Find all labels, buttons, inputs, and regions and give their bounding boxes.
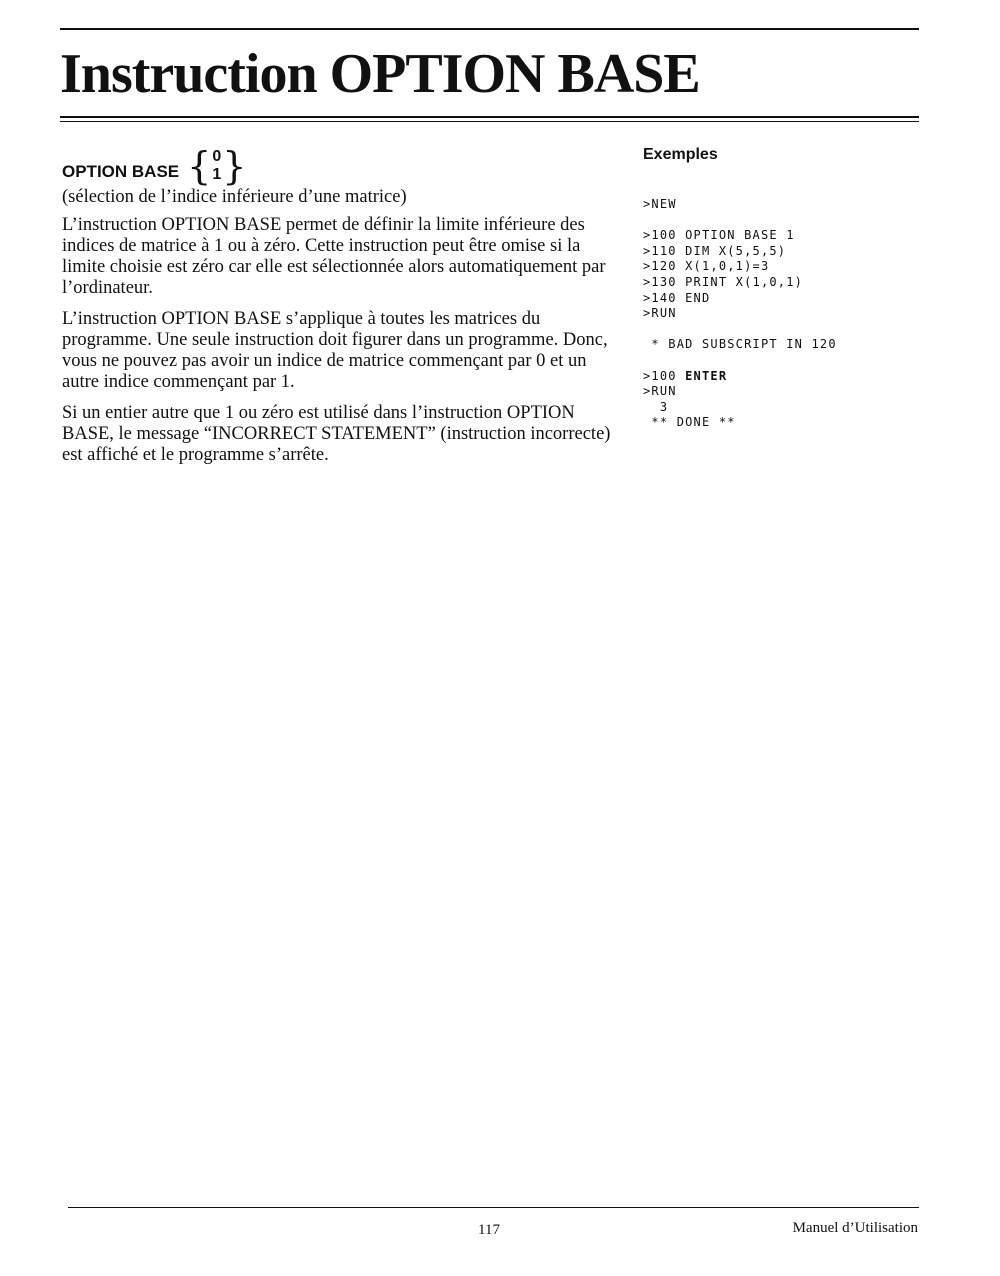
output-value: 3 [643,399,669,414]
manual-name: Manuel d’Utilisation [792,1220,918,1236]
title-double-rule-top [60,116,919,118]
code-line-100-enter [643,369,943,385]
description-column [62,145,622,476]
error-message: * BAD SUBSCRIPT IN 120 [643,337,837,352]
footer-rule [68,1207,919,1208]
code-line-140: >140 END [643,290,711,305]
syntax-keyword: OPTION BASE [62,162,180,181]
examples-column [643,145,943,431]
syntax-brace-close: } [222,144,247,188]
syntax-value-0: 0 [212,148,222,165]
examples-heading: Exemples [643,146,718,163]
syntax-subtitle: (sélection de l’indice inférieure d’une matrice) [62,187,407,207]
page-number: 117 [478,1222,500,1238]
syntax-values [212,148,221,184]
syntax-value-1: 1 [212,166,222,183]
page-title: Instruction OPTION BASE [60,43,700,105]
code-line-120: >120 X(1,0,1)=3 [643,259,770,274]
code-line-100-prefix: >100 [643,368,686,383]
code-line-100: >100 OPTION BASE 1 [643,228,795,243]
code-line-110: >110 DIM X(5,5,5) [643,243,787,258]
top-rule [60,28,919,30]
code-line-130: >130 PRINT X(1,0,1) [643,274,804,289]
syntax-line [62,145,622,187]
code-line-run-2: >RUN [643,384,677,399]
paragraph-2: L’instruction OPTION BASE s’applique à toutes les matrices du programme. Une seule instruction doit figurer dans un programme. Donc, vous ne pouvez pas avoir un indice de matrice commençant par 0 et un autre indice commençant par 1. [62,309,608,392]
code-line-new: >NEW [643,197,677,211]
paragraph-1: L’instruction OPTION BASE permet de définir la limite inférieure des indices de matrice à 1 ou à zéro. Cette instruction peut être omise si la limite choisie est zéro car elle est sélectionnée alors automatiquement par l’ordinateur. [62,215,606,298]
title-double-rule-bottom [60,121,919,122]
enter-key: ENTER [685,368,728,383]
paragraph-3: Si un entier autre que 1 ou zéro est utilisé dans l’instruction OPTION BASE, le message “INCORRECT STATEMENT” (instruction incorrecte) est affiché et le programme s’arrête. [62,403,611,465]
done-message: ** DONE ** [643,415,736,430]
code-line-run: >RUN [643,306,677,321]
syntax-brace-open: { [187,144,212,188]
